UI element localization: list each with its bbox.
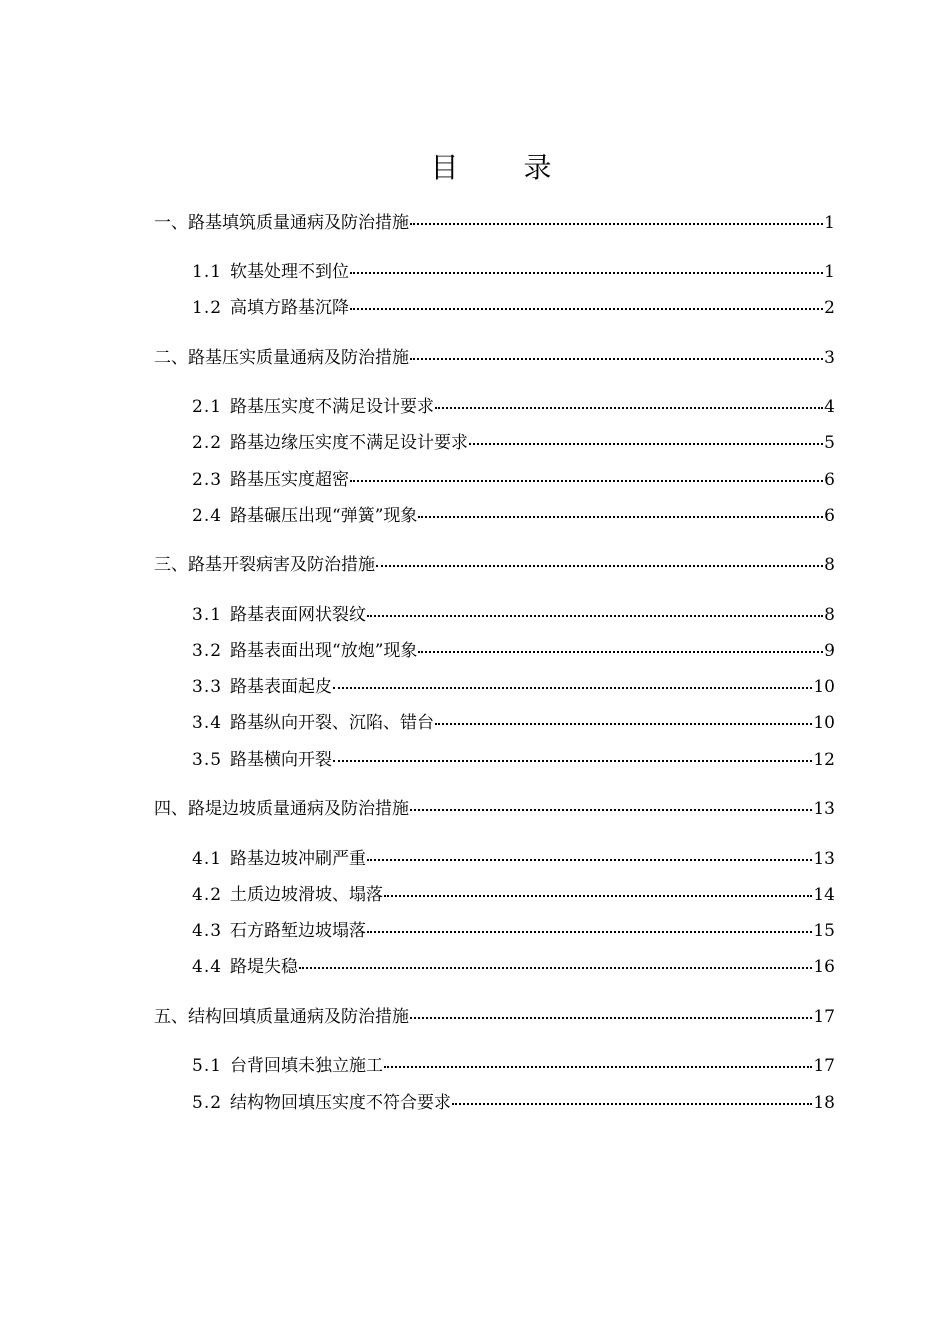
toc-page-number: 12: [813, 750, 835, 770]
toc-entry-title: 路基横向开裂: [230, 750, 332, 770]
toc-entry-number: 1.1: [192, 262, 223, 282]
toc-leader-dots: [410, 358, 823, 360]
toc-leader-dots: [376, 565, 823, 567]
toc-leader-dots: [350, 272, 823, 274]
toc-entry-title: 路基压实质量通病及防治措施: [188, 348, 409, 368]
toc-entry-title: 路基开裂病害及防治措施: [188, 555, 375, 575]
toc-entry-title: 路基碾压出现“弹簧”现象: [230, 506, 418, 526]
toc-page-number: 13: [813, 799, 835, 819]
toc-leader-dots: [367, 615, 823, 617]
toc-entry-number: 3.2: [192, 641, 223, 661]
toc-section-entry[interactable]: [192, 919, 835, 943]
toc-entry-number: 三、: [154, 555, 188, 575]
toc-page-number: 17: [813, 1056, 835, 1076]
toc-chapter-entry[interactable]: [154, 553, 835, 577]
toc-entry-title: 路基压实度超密: [230, 470, 349, 490]
toc-chapter-entry[interactable]: [154, 211, 835, 235]
toc-entry-number: 2.3: [192, 470, 223, 490]
toc-page-number: 10: [813, 713, 835, 733]
toc-entry-title: 台背回填未独立施工: [230, 1056, 383, 1076]
toc-section-entry[interactable]: [192, 847, 835, 871]
toc-entry-title: 路基表面出现“放炮”现象: [230, 641, 418, 661]
toc-entry-number: 一、: [154, 213, 188, 233]
toc-entry-number: 4.3: [192, 921, 223, 941]
toc-page-number: 18: [813, 1093, 835, 1113]
toc-leader-dots: [410, 1017, 812, 1019]
toc-entry-title: 石方路堑边坡塌落: [230, 921, 366, 941]
toc-leader-dots: [367, 859, 812, 861]
toc-page-number: 8: [824, 605, 835, 625]
toc-entry-title: 结构物回填压实度不符合要求: [230, 1093, 451, 1113]
toc-page-number: 16: [813, 957, 835, 977]
toc-entry-title: 路基表面网状裂纹: [230, 605, 366, 625]
toc-entry-title: 高填方路基沉降: [230, 298, 349, 318]
toc-page-number: 10: [813, 677, 835, 697]
toc-leader-dots: [469, 443, 823, 445]
toc-page-number: 5: [824, 433, 835, 453]
toc-entry-title: 路基填筑质量通病及防治措施: [188, 213, 409, 233]
toc-section-entry[interactable]: [192, 468, 835, 492]
toc-entry-title: 路基表面起皮: [230, 677, 332, 697]
toc-chapter-entry[interactable]: [154, 797, 835, 821]
toc-page-number: 3: [824, 348, 835, 368]
toc-entry-title: 软基处理不到位: [230, 262, 349, 282]
toc-page-number: 15: [813, 921, 835, 941]
toc-leader-dots: [435, 723, 812, 725]
toc-entry-title: 土质边坡滑坡、塌落: [230, 885, 383, 905]
toc-section-entry[interactable]: [192, 395, 835, 419]
toc-title: 目 录: [430, 151, 580, 184]
toc-entry-number: 4.1: [192, 849, 223, 869]
toc-leader-dots: [384, 895, 812, 897]
toc-chapter-entry[interactable]: [154, 346, 835, 370]
toc-entry-number: 3.5: [192, 750, 223, 770]
toc-leader-dots: [410, 809, 812, 811]
toc-leader-dots: [418, 651, 823, 653]
toc-section-entry[interactable]: [192, 883, 835, 907]
toc-leader-dots: [350, 308, 823, 310]
toc-leader-dots: [350, 480, 823, 482]
toc-entry-title: 结构回填质量通病及防治措施: [188, 1007, 409, 1027]
toc-section-entry[interactable]: [192, 296, 835, 320]
toc-page-number: 4: [824, 397, 835, 417]
toc-entry-number: 4.2: [192, 885, 223, 905]
toc-leader-dots: [410, 223, 823, 225]
toc-page-number: 17: [813, 1007, 835, 1027]
toc-entry-number: 5.1: [192, 1056, 223, 1076]
toc-entry-title: 路基边缘压实度不满足设计要求: [230, 433, 468, 453]
toc-section-entry[interactable]: [192, 431, 835, 455]
toc-section-entry[interactable]: [192, 504, 835, 528]
toc-entry-number: 1.2: [192, 298, 223, 318]
toc-page-number: 13: [813, 849, 835, 869]
toc-entry-number: 二、: [154, 348, 188, 368]
toc-leader-dots: [435, 407, 823, 409]
toc-section-entry[interactable]: [192, 260, 835, 284]
toc-leader-dots: [299, 967, 812, 969]
toc-section-entry[interactable]: [192, 603, 835, 627]
toc-entry-number: 3.4: [192, 713, 223, 733]
toc-section-entry[interactable]: [192, 675, 835, 699]
toc-page-number: 6: [824, 506, 835, 526]
toc-chapter-entry[interactable]: [154, 1005, 835, 1029]
toc-leader-dots: [367, 931, 812, 933]
toc-page-number: 2: [824, 298, 835, 318]
toc-page-number: 1: [824, 262, 835, 282]
toc-section-entry[interactable]: [192, 1054, 835, 1078]
toc-entry-number: 四、: [154, 799, 188, 819]
toc-entry-number: 2.2: [192, 433, 223, 453]
toc-leader-dots: [418, 516, 823, 518]
toc-page-number: 1: [824, 213, 835, 233]
toc-section-entry[interactable]: [192, 1091, 835, 1115]
toc-section-entry[interactable]: [192, 955, 835, 979]
toc-entry-number: 4.4: [192, 957, 223, 977]
toc-page-number: 6: [824, 470, 835, 490]
toc-entry-number: 5.2: [192, 1093, 223, 1113]
toc-entry-number: 2.4: [192, 506, 223, 526]
toc-section-entry[interactable]: [192, 748, 835, 772]
toc-page-number: 14: [813, 885, 835, 905]
toc-page-number: 9: [824, 641, 835, 661]
toc-entry-number: 3.3: [192, 677, 223, 697]
toc-entry-number: 2.1: [192, 397, 223, 417]
toc-leader-dots: [452, 1103, 812, 1105]
toc-entry-number: 3.1: [192, 605, 223, 625]
toc-page-number: 8: [824, 555, 835, 575]
toc-entry-title: 路基纵向开裂、沉陷、错台: [230, 713, 434, 733]
toc-entry-number: 五、: [154, 1007, 188, 1027]
toc-section-entry[interactable]: [192, 639, 835, 663]
toc-leader-dots: [333, 687, 812, 689]
toc-section-entry[interactable]: [192, 711, 835, 735]
toc-leader-dots: [384, 1066, 812, 1068]
toc-entry-title: 路堤失稳: [230, 957, 298, 977]
toc-leader-dots: [333, 760, 812, 762]
toc-entry-title: 路堤边坡质量通病及防治措施: [188, 799, 409, 819]
toc-entry-title: 路基压实度不满足设计要求: [230, 397, 434, 417]
toc-entry-title: 路基边坡冲刷严重: [230, 849, 366, 869]
